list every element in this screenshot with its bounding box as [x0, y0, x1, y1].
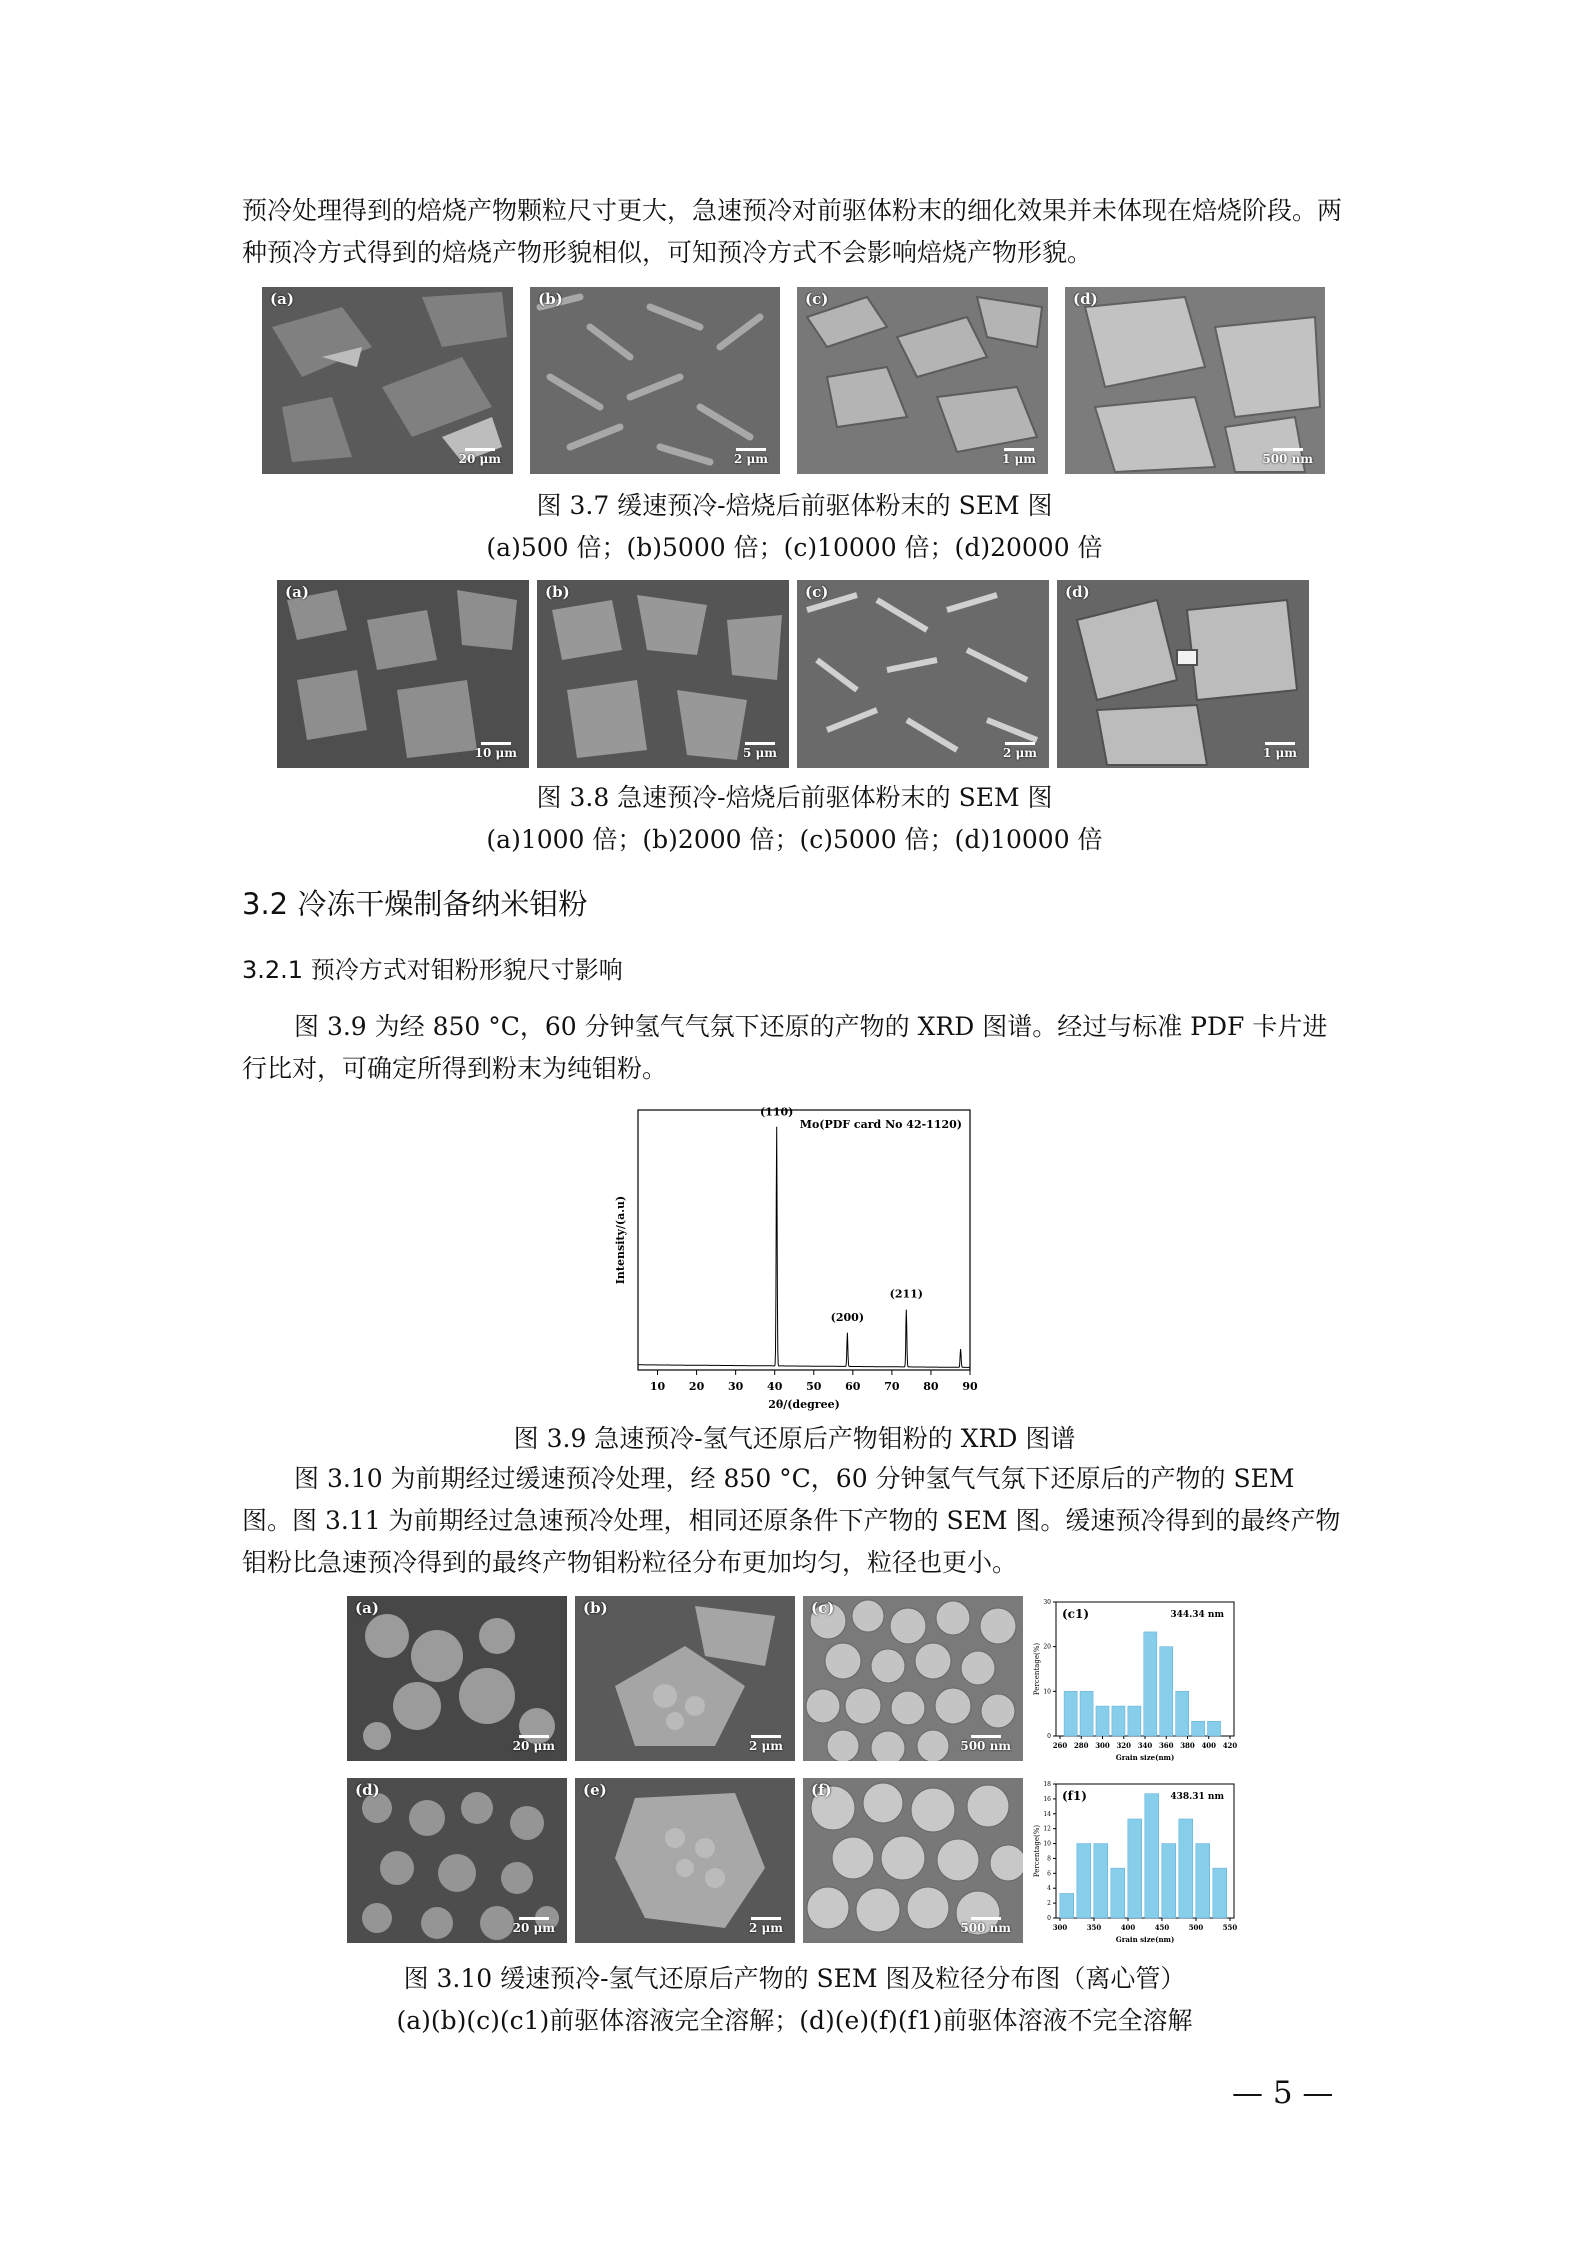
x-tick-label: 280: [1073, 1741, 1089, 1750]
scale-bar: 500 nm: [1262, 448, 1313, 466]
x-tick-label: 320: [1116, 1741, 1132, 1750]
sem-texture: [1065, 287, 1325, 474]
sem-texture: [797, 580, 1049, 768]
panel-label: (a): [285, 583, 309, 601]
mean-size-label: 438.31 nm: [1170, 1792, 1224, 1802]
y-tick-label: 4: [1047, 1885, 1051, 1893]
sem-image-3-7-b: [530, 287, 780, 474]
scale-bar: 5 μm: [743, 742, 777, 760]
panel-label: (b): [545, 583, 570, 601]
scale-bar: 1 μm: [1263, 742, 1297, 760]
histogram-bar: [1179, 1819, 1193, 1918]
histogram-bar: [1162, 1844, 1176, 1918]
caption-title: 图 3.8 急速预冷-焙烧后前驱体粉末的 SEM 图: [536, 783, 1053, 812]
sem-texture: [1057, 580, 1309, 768]
sem-image-3-10-e: [575, 1778, 795, 1943]
histogram-f1-svg: [1030, 1778, 1242, 1946]
y-tick-label: 30: [1043, 1599, 1051, 1606]
y-tick-label: 0: [1047, 1733, 1051, 1740]
x-tick-label: 300: [1095, 1741, 1110, 1750]
histogram-c1: [1030, 1596, 1242, 1764]
x-axis-label: 2θ/(degree): [768, 1398, 840, 1411]
scale-bar: 2 μm: [749, 1917, 783, 1935]
caption-title: 图 3.9 急速预冷-氢气还原后产物钼粉的 XRD 图谱: [513, 1424, 1076, 1453]
sem-texture: [277, 580, 529, 768]
xrd-series-line: [638, 1127, 970, 1368]
y-axis-label: Percentage(%): [1033, 1642, 1041, 1696]
x-tick-label: 50: [806, 1380, 822, 1393]
histogram-bar: [1208, 1721, 1221, 1736]
x-tick-label: 80: [923, 1380, 939, 1393]
x-tick-label: 60: [845, 1380, 861, 1393]
panel-label: (f): [811, 1781, 832, 1799]
peak-label: (200): [830, 1311, 865, 1324]
x-tick-label: 340: [1137, 1741, 1153, 1750]
y-tick-label: 18: [1043, 1781, 1051, 1788]
subsection-heading: 3.2.1 预冷方式对钼粉形貌尺寸影响: [242, 956, 623, 984]
sem-image-3-7-d: [1065, 287, 1325, 474]
sem-image-3-8-a: [277, 580, 529, 768]
xrd-chart: [602, 1098, 984, 1413]
histogram-bar: [1077, 1844, 1091, 1918]
y-tick-label: 6: [1047, 1870, 1051, 1878]
page-number: — 5 —: [1232, 2075, 1334, 2111]
caption-subtitle: (a)500 倍；(b)5000 倍；(c)10000 倍；(d)20000 倍: [486, 533, 1103, 562]
panel-label: (a): [355, 1599, 379, 1617]
sem-image-3-8-d: [1057, 580, 1309, 768]
mean-size-label: 344.34 nm: [1170, 1610, 1224, 1620]
sem-image-3-10-d: [347, 1778, 567, 1943]
y-tick-label: 10: [1043, 1840, 1051, 1848]
sem-image-3-8-b: [537, 580, 789, 768]
sem-image-3-7-c: [797, 287, 1048, 474]
histogram-bar: [1096, 1706, 1109, 1736]
y-axis-label: Intensity/(a.u): [614, 1195, 627, 1285]
figure-3-10-caption: [242, 1958, 1347, 2042]
histogram-bar: [1060, 1893, 1074, 1918]
chart-title: Mo(PDF card No 42-1120): [799, 1118, 962, 1131]
body-paragraph-2: 图 3.9 为经 850 °C，60 分钟氢气气氛下还原的产物的 XRD 图谱。经过与标准 PDF 卡片进行比对，可确定所得到粉末为纯钼粉。: [242, 1012, 1328, 1083]
x-tick-label: 400: [1201, 1741, 1217, 1750]
y-tick-label: 12: [1043, 1825, 1051, 1833]
histogram-c1-svg: [1030, 1596, 1242, 1764]
histogram-bar: [1144, 1632, 1157, 1736]
figure-3-8-caption: [242, 777, 1347, 861]
histogram-bar: [1145, 1794, 1159, 1918]
scale-bar: 10 μm: [475, 742, 517, 760]
x-tick-label: 450: [1154, 1923, 1170, 1932]
histogram-bar: [1094, 1844, 1108, 1918]
sem-texture: [530, 287, 780, 474]
sem-image-3-8-c: [797, 580, 1049, 768]
panel-label: (c): [805, 583, 829, 601]
caption-title: 图 3.7 缓速预冷-焙烧后前驱体粉末的 SEM 图: [536, 491, 1053, 520]
histogram-bar: [1128, 1706, 1141, 1736]
y-tick-label: 2: [1047, 1900, 1051, 1908]
y-tick-label: 20: [1043, 1643, 1051, 1651]
panel-label: (b): [538, 290, 563, 308]
panel-label: (b): [583, 1599, 608, 1617]
x-tick-label: 380: [1180, 1741, 1195, 1750]
scale-bar: 500 nm: [960, 1735, 1011, 1753]
panel-label: (d): [1065, 583, 1090, 601]
x-tick-label: 40: [767, 1380, 783, 1393]
x-tick-label: 90: [962, 1380, 978, 1393]
panel-label: (f1): [1062, 1789, 1087, 1803]
histogram-bar: [1160, 1647, 1173, 1736]
body-paragraph-1: 预冷处理得到的焙烧产物颗粒尺寸更大，急速预冷对前驱体粉末的细化效果并未体现在焙烧阶段。两种预冷方式得到的焙烧产物形貌相似，可知预冷方式不会影响焙烧产物形貌。: [242, 196, 1343, 267]
histogram-bar: [1080, 1691, 1093, 1736]
histogram-f1: [1030, 1778, 1242, 1946]
caption-title: 图 3.10 缓速预冷-氢气还原后产物的 SEM 图及粒径分布图（离心管）: [403, 1964, 1186, 1993]
body-paragraph-3: 图 3.10 为前期经过缓速预冷处理，经 850 °C，60 分钟氢气气氛下还原后的产物的 SEM 图。图 3.11 为前期经过急速预冷处理，相同还原条件下产物的 SEM 图。缓速预冷得到的最终产物钼粉比急速预冷得到的最终产物钼粉粒径分布更加均匀，粒径也更小。: [242, 1464, 1341, 1577]
x-tick-label: 20: [688, 1380, 705, 1393]
section-heading: 3.2 冷冻干燥制备纳米钼粉: [242, 887, 588, 921]
histogram-bar: [1128, 1819, 1142, 1918]
xrd-chart-svg: [602, 1098, 984, 1413]
x-tick-label: 360: [1158, 1741, 1174, 1750]
y-tick-label: 0: [1047, 1915, 1051, 1922]
plot-frame: [638, 1110, 970, 1370]
sem-texture: [537, 580, 789, 768]
histogram-bar: [1112, 1706, 1125, 1736]
panel-label: (c1): [1062, 1607, 1090, 1621]
scale-bar: 2 μm: [734, 448, 768, 466]
scale-bar: 20 μm: [513, 1917, 555, 1935]
scale-bar: 20 μm: [513, 1735, 555, 1753]
histogram-bar: [1192, 1721, 1205, 1736]
scale-bar: 1 μm: [1002, 448, 1036, 466]
panel-label: (c): [805, 290, 829, 308]
sem-image-3-10-f: [803, 1778, 1023, 1943]
figure-3-7-caption: [242, 485, 1347, 569]
x-tick-label: 10: [649, 1380, 666, 1393]
panel-label: (a): [270, 290, 294, 308]
histogram-bar: [1196, 1844, 1210, 1918]
peak-label: (211): [889, 1287, 924, 1301]
histogram-bar: [1176, 1691, 1189, 1736]
caption-subtitle: (a)1000 倍；(b)2000 倍；(c)5000 倍；(d)10000 倍: [486, 825, 1103, 854]
scale-bar: 2 μm: [1003, 742, 1037, 760]
sem-texture: [797, 287, 1048, 474]
x-tick-label: 400: [1120, 1923, 1136, 1932]
y-tick-label: 14: [1043, 1810, 1051, 1818]
scale-bar: 2 μm: [749, 1735, 783, 1753]
y-tick-label: 8: [1047, 1855, 1051, 1863]
scale-bar: 20 μm: [459, 448, 501, 466]
x-tick-label: 300: [1052, 1923, 1068, 1932]
x-tick-label: 500: [1188, 1923, 1204, 1932]
x-tick-label: 420: [1222, 1741, 1238, 1750]
panel-label: (d): [1073, 290, 1098, 308]
y-tick-label: 10: [1043, 1688, 1051, 1696]
x-tick-label: 30: [727, 1380, 744, 1393]
panel-label: (e): [583, 1781, 607, 1799]
x-tick-label: 550: [1222, 1923, 1238, 1932]
x-axis-label: Grain size(nm): [1115, 1753, 1175, 1762]
x-tick-label: 260: [1052, 1741, 1068, 1750]
peak-label: (110): [759, 1105, 794, 1119]
x-tick-label: 70: [884, 1380, 900, 1393]
y-tick-label: 16: [1043, 1795, 1051, 1803]
panel-label: (d): [355, 1781, 380, 1799]
x-axis-label: Grain size(nm): [1115, 1935, 1175, 1944]
histogram-bar: [1111, 1868, 1125, 1918]
x-tick-label: 350: [1086, 1923, 1102, 1932]
histogram-bar: [1064, 1691, 1077, 1736]
sem-image-3-10-c: [803, 1596, 1023, 1761]
sem-image-3-10-b: [575, 1596, 795, 1761]
sem-image-3-10-a: [347, 1596, 567, 1761]
sem-texture: [262, 287, 513, 474]
scale-bar: 500 nm: [960, 1917, 1011, 1935]
y-axis-label: Percentage(%): [1033, 1824, 1041, 1878]
caption-subtitle: (a)(b)(c)(c1)前驱体溶液完全溶解；(d)(e)(f)(f1)前驱体溶液不完全溶解: [396, 2006, 1193, 2035]
figure-3-9-caption: [242, 1418, 1347, 1460]
histogram-bar: [1213, 1868, 1227, 1918]
sem-image-3-7-a: [262, 287, 513, 474]
panel-label: (c): [811, 1599, 835, 1617]
